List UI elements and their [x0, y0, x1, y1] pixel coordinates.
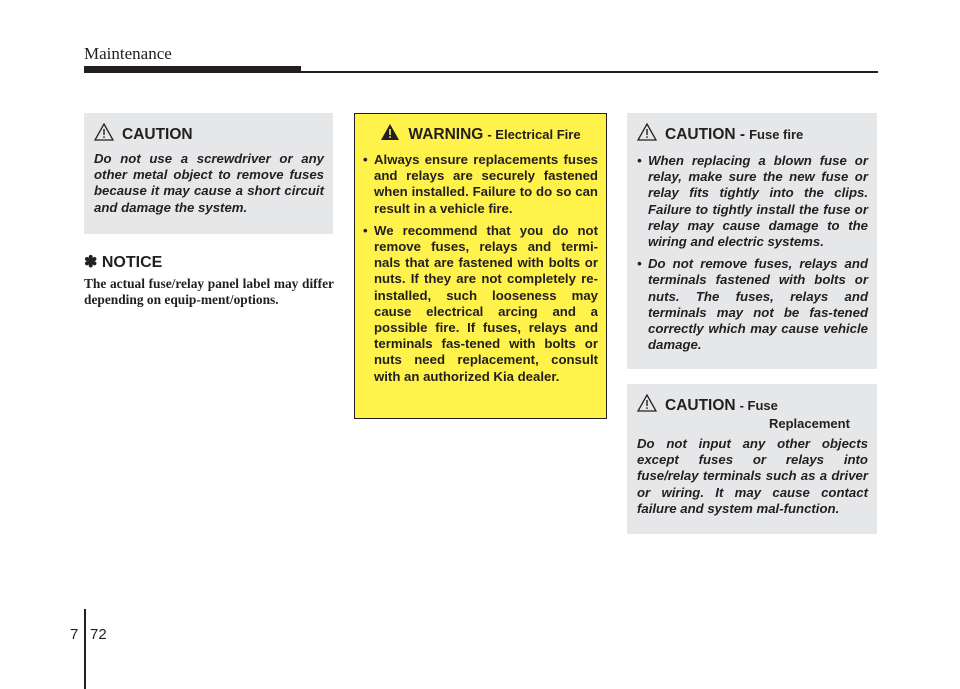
notice-text: The actual fuse/relay panel label may differ depending on equip-ment/options.: [84, 276, 334, 307]
warning-title: WARNING: [408, 126, 484, 143]
warning-heading: [363, 121, 598, 144]
page-header-title: Maintenance: [84, 44, 172, 63]
caution-text: Do not input any other objects except fuses or relays into fuse/relay terminals such as a driver or wiring. It may cause contact failure and system mal-function.: [637, 436, 868, 516]
caution-box-fuse-fire: [627, 113, 877, 369]
caution-box-fuse-replacement: [627, 384, 877, 534]
caution-heading: [637, 121, 868, 144]
caution-subtitle-line2: Replacement: [769, 416, 850, 431]
warning-subtitle: - Electrical Fire: [487, 127, 581, 142]
caution-item: • When replacing a blown fuse or relay, make sure the new fuse or relay fits tightly into the clips. Failure to tightly install the fuse or relay may cause damage to the wiring and electric systems.: [637, 153, 868, 250]
chapter-number: 7: [70, 626, 79, 643]
caution-list: [637, 153, 868, 353]
caution-title: CAUTION: [122, 126, 193, 143]
warning-triangle-icon: [380, 123, 400, 141]
caution-text: Do not use a screwdriver or any other metal object to remove fuses because it may cause a short circuit and damage the system.: [94, 151, 324, 215]
warning-box-electrical-fire: [354, 113, 607, 419]
caution-title: CAUTION -: [665, 126, 746, 143]
caution-triangle-icon: [637, 123, 657, 141]
footer-divider: [84, 609, 86, 689]
caution-item: • Do not remove fuses, relays and terminals fastened with bolts or nuts. The fuses, relays and terminals may not be fas-tened correctly which may cause vehicle damage.: [637, 256, 868, 353]
caution-subtitle: - Fuse: [739, 398, 778, 413]
caution-triangle-icon: [637, 394, 657, 412]
warning-item: • Always ensure replacements fuses and relays are securely fastened when installed. Failure to do so can result in a vehicle fire.: [363, 152, 598, 217]
caution-subtitle: Fuse fire: [749, 127, 804, 142]
warning-item: • We recommend that you do not remove fuses, relays and termi-nals that are fastened with bolts or nuts. If they are not completely re-installed, such looseness may cause electrical arcing and a possible fire. If fuses, relays and terminals fas-tened with bolts or nuts need replacement, consult with an authorized Kia dealer.: [363, 223, 598, 385]
caution-heading: [637, 392, 868, 415]
caution-box-screwdriver: [84, 113, 333, 234]
header-rule: [84, 71, 878, 73]
caution-heading: [94, 121, 324, 144]
notice-title: ✽ NOTICE: [84, 254, 163, 271]
caution-triangle-icon: [94, 123, 114, 141]
page-number: 72: [90, 626, 107, 643]
warning-list: [363, 152, 598, 385]
caution-title: CAUTION: [665, 397, 736, 414]
